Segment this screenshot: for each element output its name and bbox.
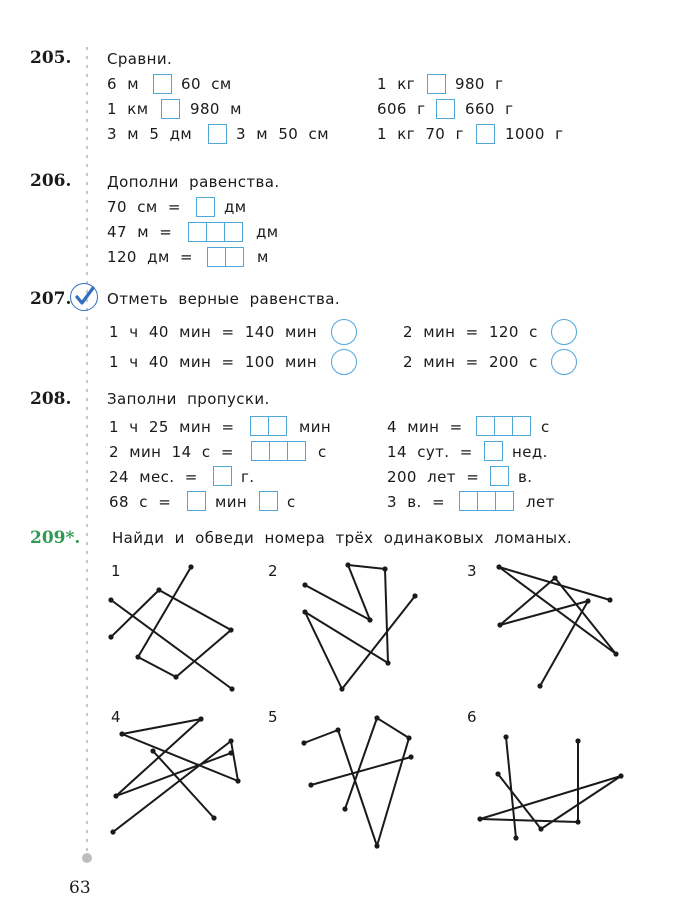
t208-l2-post: г. [241,468,255,486]
t206-r0-unit: дм [224,198,247,216]
t205-r0-a: 1 кг [377,75,416,93]
figure-3-label[interactable]: 3 [467,562,477,580]
task-205-number: 205. [30,48,72,68]
t208-r3-post: лет [526,493,555,511]
t205-l2-b: 3 м 50 см [236,125,329,143]
t205-r2-a: 1 кг 70 г [377,125,464,143]
figure-4-label[interactable]: 4 [111,708,121,726]
t206-r1-unit: дм [256,223,279,241]
t208-r0-pre: 4 мин = [387,418,463,436]
t205-l1-a: 1 км [107,100,149,118]
t207-r1-left: 1 ч 40 мин = 100 мин [109,353,318,371]
task-209-number: 209*. [30,528,81,548]
task-206-number: 206. [30,171,72,191]
task-206-title: Дополни равенства. [107,173,280,191]
t208-r0-post: с [541,418,550,436]
t208-r1-pre: 14 сут. = [387,443,473,461]
page-number: 63 [69,878,91,898]
polyline-1 [111,567,231,677]
t208-l0-pre: 1 ч 25 мин = [109,418,235,436]
figure-6-label[interactable]: 6 [467,708,477,726]
t208-l0-post: мин [299,418,332,436]
t206-r2-unit: м [257,248,269,266]
t208-r3-pre: 3 в. = [387,493,445,511]
t206-r1-left: 47 м = [107,223,173,241]
t207-r0-left: 1 ч 40 мин = 140 мин [109,323,318,341]
t208-l3-mid: мин [215,493,248,511]
polyline-3 [499,567,616,686]
figure-1-label[interactable]: 1 [111,562,121,580]
figure-2-label[interactable]: 2 [268,562,278,580]
t208-l3-post: с [287,493,296,511]
t208-r2-pre: 200 лет = [387,468,480,486]
t208-r2-post: в. [518,468,533,486]
t205-l1-b: 980 м [190,100,242,118]
task-208-number: 208. [30,389,72,409]
t205-r1-b: 660 г [465,100,514,118]
polyline-6 [480,741,621,829]
t206-r2-left: 120 дм = [107,248,193,266]
polyline-2 [305,565,415,689]
t207-r0-right: 2 мин = 120 с [403,323,538,341]
t208-l1-pre: 2 мин 14 с = [109,443,234,461]
t206-r0-left: 70 см = [107,198,181,216]
t205-r1-a: 606 г [377,100,426,118]
t207-r1-right: 2 мин = 200 с [403,353,538,371]
t205-l0-b: 60 см [181,75,232,93]
task-207-title: Отметь верные равенства. [107,290,340,308]
task-207-number: 207. [30,289,72,309]
t208-l1-post: с [318,443,327,461]
t205-r0-b: 980 г [455,75,504,93]
t205-l0-a: 6 м [107,75,139,93]
task-208-title: Заполни пропуски. [107,390,270,408]
t208-l2-pre: 24 мес. = [109,468,198,486]
figure-5-label[interactable]: 5 [268,708,278,726]
t205-l2-a: 3 м 5 дм [107,125,193,143]
t205-r2-b: 1000 г [505,125,564,143]
t208-l3-pre: 68 с = [109,493,172,511]
t208-r1-post: нед. [512,443,548,461]
task-209-title: Найди и обведи номера трёх одинаковых ломаных. [112,529,572,547]
task-205-title: Сравни. [107,50,173,68]
